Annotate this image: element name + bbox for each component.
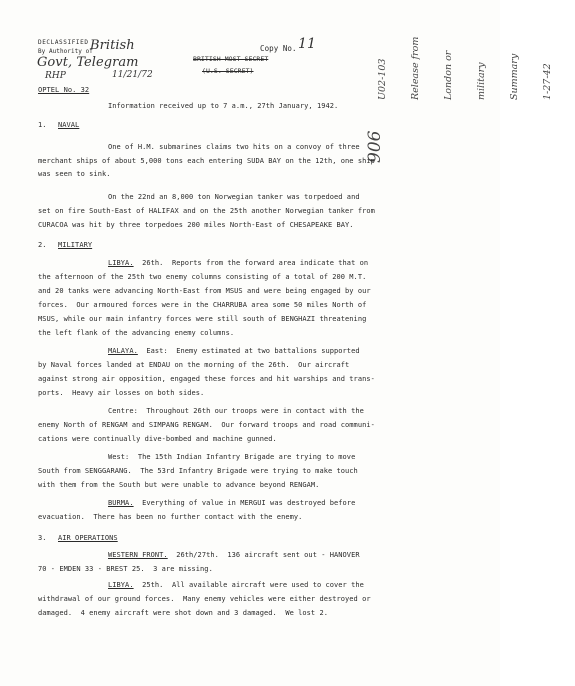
section-2-heading: MILITARY [58, 241, 93, 249]
margin-note-line: U02-103 [377, 58, 388, 100]
centre-line: cations were continually dive-bombed and machine gunned. [38, 435, 277, 443]
initials-handwriting: RHP [45, 71, 66, 81]
libya-line [108, 259, 368, 268]
intro-line: Information received up to 7 a.m., 27th January, 1942. [108, 102, 339, 110]
western-front-line [108, 551, 360, 560]
west-line: with them from the South but were unable to advance beyond RENGAM. [38, 481, 320, 489]
libya-line: MSUS, while our main infantry forces were still south of BENGHAZI threatening [38, 315, 367, 323]
malaya-line: by Naval forces landed at ENDAU on the morning of the 26th. Our aircraft [38, 361, 350, 369]
naval-para2-line: CURACOA was hit by three torpedoes 200 miles North-East of CHESAPEAKE BAY. [38, 221, 354, 229]
libya-line: the afternoon of the 25th two enemy columns consisting of a total of 200 M.T. [38, 273, 367, 281]
burma-label: BURMA. [108, 499, 134, 507]
air-libya-line: damaged. 4 enemy aircraft were shot down and 3 damaged. We lost 2. [38, 609, 328, 617]
libya-line: forces. Our armoured forces were in the CHARRUBA area some 50 miles North of [38, 301, 367, 309]
centre-line: Centre: Throughout 26th our troops were in contact with the [108, 407, 364, 415]
section-1-heading: NAVAL [58, 121, 80, 129]
margin-file-number: 906 [365, 130, 385, 163]
margin-note-line: military [476, 62, 487, 100]
centre-line: enemy North of RENGAM and SIMPANG RENGAM. Our forward troops and road communi- [38, 421, 375, 429]
air-libya-line: withdrawal of our ground forces. Many enemy vehicles were either destroyed or [38, 595, 371, 603]
margin-handwritten-note [355, 37, 575, 100]
section-2-number: 2. [38, 241, 47, 249]
libya-text: 26th. Reports from the forward area indicate that on [133, 259, 369, 267]
declassified-stamp: DECLASSIFIED [38, 39, 89, 46]
burma-line [108, 499, 355, 508]
libya-label: LIBYA. [108, 259, 134, 267]
margin-note-line: Summary [509, 53, 520, 100]
optel-number: OPTEL No. 32 [38, 86, 90, 94]
classification-us: (U.S. SECRET) [202, 67, 254, 75]
burma-line: evacuation. There has been no further contact with the enemy. [38, 513, 303, 521]
western-front-text: 26th/27th. 136 aircraft sent out - HANOVER [167, 551, 360, 559]
malaya-line: against strong air opposition, engaged these forces and hit warships and trans- [38, 375, 375, 383]
naval-para1-line: One of H.M. submarines claims two hits on a convoy of three [108, 143, 360, 151]
naval-para2-line: set on fire South-East of HALIFAX and on the 25th another Norwegian tanker from [38, 207, 375, 215]
air-libya-line [108, 581, 364, 590]
authority-handwriting: British [90, 38, 135, 53]
copy-label: Copy No. [260, 44, 297, 53]
naval-para1-line: was seen to sink. [38, 170, 111, 178]
naval-para2-line: On the 22nd an 8,000 ton Norwegian tanker was torpedoed and [108, 193, 360, 201]
margin-note-line: Release from [410, 36, 421, 100]
margin-note-line: 1-27-42 [542, 63, 553, 100]
authority-label: By Authority of [38, 48, 93, 55]
margin-note-line: London or [443, 50, 454, 100]
section-1-number: 1. [38, 121, 47, 129]
malaya-line: ports. Heavy air losses on both sides. [38, 389, 205, 397]
west-line: South from SENGGARANG. The 53rd Infantry Brigade were trying to make touch [38, 467, 358, 475]
govt-telegram-handwriting: Govt, Telegram [37, 55, 139, 70]
classification-british: BRITISH MOST SECRET [193, 55, 269, 63]
libya-line: the left flank of the advancing enemy columns. [38, 329, 235, 337]
malaya-text: East: Enemy estimated at two battalions supported [137, 347, 360, 355]
section-3-number: 3. [38, 534, 47, 542]
western-front-label: WESTERN FRONT. [108, 551, 168, 559]
air-libya-label: LIBYA. [108, 581, 134, 589]
naval-para1-line: merchant ships of about 5,000 tons each entering SUDA BAY on the 12th, one ship [38, 157, 375, 165]
burma-text: Everything of value in MERGUI was destroyed before [133, 499, 356, 507]
malaya-line [108, 347, 360, 356]
libya-line: and 20 tanks were advancing North-East from MSUS and were being engaged by our [38, 287, 371, 295]
section-3-heading: AIR OPERATIONS [58, 534, 118, 542]
western-front-line: 70 - EMDEN 33 - BREST 25. 3 are missing. [38, 565, 213, 573]
copy-number: 11 [298, 36, 316, 52]
malaya-label: MALAYA. [108, 347, 138, 355]
date-handwriting: 11/21/72 [112, 70, 153, 80]
air-libya-text: 25th. All available aircraft were used to cover the [133, 581, 364, 589]
west-line: West: The 15th Indian Infantry Brigade are trying to move [108, 453, 356, 461]
